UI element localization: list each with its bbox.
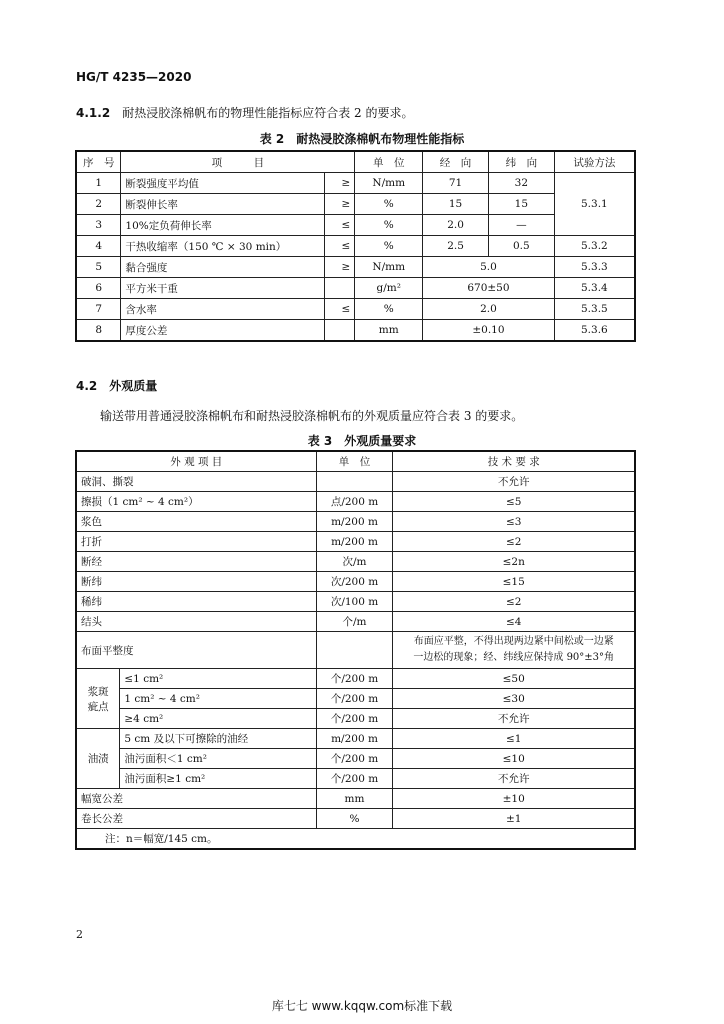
col-header-unit: 单 位 (355, 151, 423, 173)
row-item: 幅宽公差 (76, 789, 316, 809)
row-no: 2 (76, 194, 121, 215)
row-no: 7 (76, 299, 121, 320)
row-unit: 个/200 m (316, 769, 393, 789)
row-weft: 15 (488, 194, 554, 215)
row-unit: m/200 m (316, 512, 393, 532)
table3-caption: 表 3 外观质量要求 (307, 434, 417, 448)
row-unit: N/mm (355, 257, 423, 278)
row-requirement: ≤50 (393, 669, 635, 689)
table-row-flatness (76, 632, 635, 669)
row-value: 5.0 (423, 257, 555, 278)
section-4-2-text: 输送带用普通浸胶涤棉帆布和耐热浸胶涤棉帆布的外观质量应符合表 3 的要求。 (100, 409, 524, 423)
row-symbol: ≤ (325, 215, 355, 236)
requirement-line-1: 布面应平整，不得出现两边紧中间松或一边紧 (413, 636, 614, 647)
row-item: 布面平整度 (76, 632, 316, 669)
table-row (76, 320, 635, 342)
row-weft: — (488, 215, 554, 236)
table-header-row (76, 451, 635, 472)
table-note-row (76, 829, 635, 850)
col-header-method: 试验方法 (554, 151, 635, 173)
row-method: 5.3.4 (554, 278, 635, 299)
col-header-warp: 经 向 (423, 151, 489, 173)
row-item: 干热收缩率（150 ℃ × 30 min） (121, 236, 325, 257)
table2-caption: 表 2 耐热浸胶涤棉帆布物理性能指标 (259, 132, 465, 146)
table-row (76, 532, 635, 552)
stain-group-label (76, 669, 120, 729)
table-row (76, 257, 635, 278)
row-unit: 次/100 m (316, 592, 393, 612)
row-item: 浆色 (76, 512, 316, 532)
row-item: 10%定负荷伸长率 (121, 215, 325, 236)
row-unit: 个/200 m (316, 689, 393, 709)
row-requirement: ≤10 (393, 749, 635, 769)
row-requirement: ±10 (393, 789, 635, 809)
row-unit: m/200 m (316, 729, 393, 749)
row-weft: 32 (488, 173, 554, 194)
row-requirement (393, 632, 635, 669)
row-no: 4 (76, 236, 121, 257)
table-row (76, 472, 635, 492)
page-number: 2 (76, 928, 83, 941)
table-row (76, 194, 635, 215)
row-unit: 点/200 m (316, 492, 393, 512)
row-requirement: ≤1 (393, 729, 635, 749)
row-warp: 71 (423, 173, 489, 194)
table2-physical-properties (75, 150, 636, 342)
row-symbol (325, 278, 355, 299)
document-code: HG/T 4235—2020 (76, 70, 192, 84)
row-requirement: ≤2n (393, 552, 635, 572)
table-header-row (76, 151, 635, 173)
row-unit (316, 472, 393, 492)
row-item: 断裂强度平均值 (121, 173, 325, 194)
table-row (76, 669, 635, 689)
table-note: 注：n＝幅宽/145 cm。 (76, 829, 635, 850)
row-unit: % (355, 236, 423, 257)
row-warp: 15 (423, 194, 489, 215)
footer-watermark: 库七七 www.kqqw.com标准下载 (271, 999, 453, 1013)
table-row (76, 809, 635, 829)
row-requirement: ≤2 (393, 592, 635, 612)
row-symbol: ≥ (325, 173, 355, 194)
row-unit: 个/200 m (316, 669, 393, 689)
row-item: 打折 (76, 532, 316, 552)
row-unit: m/200 m (316, 532, 393, 552)
row-item: 断经 (76, 552, 316, 572)
row-unit: % (316, 809, 393, 829)
row-method: 5.3.3 (554, 257, 635, 278)
row-no: 5 (76, 257, 121, 278)
row-unit: mm (355, 320, 423, 342)
row-symbol: ≥ (325, 194, 355, 215)
table-row (76, 572, 635, 592)
oil-group-label: 油渍 (76, 729, 120, 789)
col-header-requirement: 技 术 要 求 (393, 451, 635, 472)
clause-number: 4.1.2 (76, 106, 111, 120)
row-item: 卷长公差 (76, 809, 316, 829)
row-requirement: ≤5 (393, 492, 635, 512)
table-row (76, 552, 635, 572)
row-requirement: ≤2 (393, 532, 635, 552)
row-no: 1 (76, 173, 121, 194)
table-row (76, 789, 635, 809)
row-item: 5 cm 及以下可擦除的油经 (120, 729, 316, 749)
row-unit: mm (316, 789, 393, 809)
row-requirement: 不允许 (393, 709, 635, 729)
row-unit: 次/m (316, 552, 393, 572)
row-value: ±0.10 (423, 320, 555, 342)
table-row (76, 236, 635, 257)
row-item: 厚度公差 (121, 320, 325, 342)
table-row (76, 612, 635, 632)
col-header-unit: 单 位 (316, 451, 393, 472)
row-symbol: ≤ (325, 236, 355, 257)
row-no: 8 (76, 320, 121, 342)
table-row (76, 492, 635, 512)
section-4-2-title: 4.2 外观质量 (76, 379, 158, 393)
table-row (76, 173, 635, 194)
table-row (76, 749, 635, 769)
row-method: 5.3.1 (554, 173, 635, 236)
row-requirement: ≤3 (393, 512, 635, 532)
clause-4-1-2 (76, 104, 413, 121)
row-no: 6 (76, 278, 121, 299)
row-warp: 2.5 (423, 236, 489, 257)
row-item: ≤1 cm² (120, 669, 316, 689)
row-item: 结头 (76, 612, 316, 632)
row-requirement: ≤30 (393, 689, 635, 709)
row-requirement: ≤4 (393, 612, 635, 632)
row-unit: % (355, 299, 423, 320)
table-row (76, 512, 635, 532)
row-method: 5.3.6 (554, 320, 635, 342)
row-unit: 个/200 m (316, 749, 393, 769)
row-item: 黏合强度 (121, 257, 325, 278)
row-item: 平方米干重 (121, 278, 325, 299)
requirement-line-2: 一边松的现象；经、纬线应保持成 90°±3°角 (413, 652, 615, 663)
row-value: 670±50 (423, 278, 555, 299)
row-warp: 2.0 (423, 215, 489, 236)
row-unit: % (355, 215, 423, 236)
row-unit: % (355, 194, 423, 215)
table-row (76, 299, 635, 320)
row-symbol: ≥ (325, 257, 355, 278)
row-value: 2.0 (423, 299, 555, 320)
col-header-item: 项 目 (121, 151, 355, 173)
table3-appearance-quality (75, 450, 636, 850)
row-requirement: ≤15 (393, 572, 635, 592)
row-item: 稀纬 (76, 592, 316, 612)
row-unit (316, 632, 393, 669)
row-item: 含水率 (121, 299, 325, 320)
row-unit: N/mm (355, 173, 423, 194)
col-header-no: 序 号 (76, 151, 121, 173)
row-unit: 次/200 m (316, 572, 393, 592)
row-method: 5.3.5 (554, 299, 635, 320)
row-unit: g/m² (355, 278, 423, 299)
table-row (76, 769, 635, 789)
table-row (76, 689, 635, 709)
stain-label-line-1: 浆斑 (87, 685, 109, 698)
row-item: 油污面积＜1 cm² (120, 749, 316, 769)
clause-text: 耐热浸胶涤棉帆布的物理性能指标应符合表 2 的要求。 (122, 106, 414, 120)
row-no: 3 (76, 215, 121, 236)
row-symbol: ≤ (325, 299, 355, 320)
table-row (76, 729, 635, 749)
table-row (76, 592, 635, 612)
row-item: 油污面积≥1 cm² (120, 769, 316, 789)
row-item: ≥4 cm² (120, 709, 316, 729)
stain-label-line-2: 疵点 (87, 700, 109, 713)
table-row (76, 709, 635, 729)
row-requirement: 不允许 (393, 769, 635, 789)
row-symbol (325, 320, 355, 342)
row-item: 擦损（1 cm² ~ 4 cm²） (76, 492, 316, 512)
row-unit: 个/200 m (316, 709, 393, 729)
row-item: 断裂伸长率 (121, 194, 325, 215)
row-unit: 个/m (316, 612, 393, 632)
col-header-weft: 纬 向 (488, 151, 554, 173)
row-item: 断纬 (76, 572, 316, 592)
row-weft: 0.5 (488, 236, 554, 257)
col-header-item: 外 观 项 目 (76, 451, 316, 472)
row-item: 1 cm² ~ 4 cm² (120, 689, 316, 709)
table-row (76, 215, 635, 236)
table-row (76, 278, 635, 299)
row-requirement: 不允许 (393, 472, 635, 492)
row-requirement: ±1 (393, 809, 635, 829)
row-method: 5.3.2 (554, 236, 635, 257)
row-item: 破洞、撕裂 (76, 472, 316, 492)
